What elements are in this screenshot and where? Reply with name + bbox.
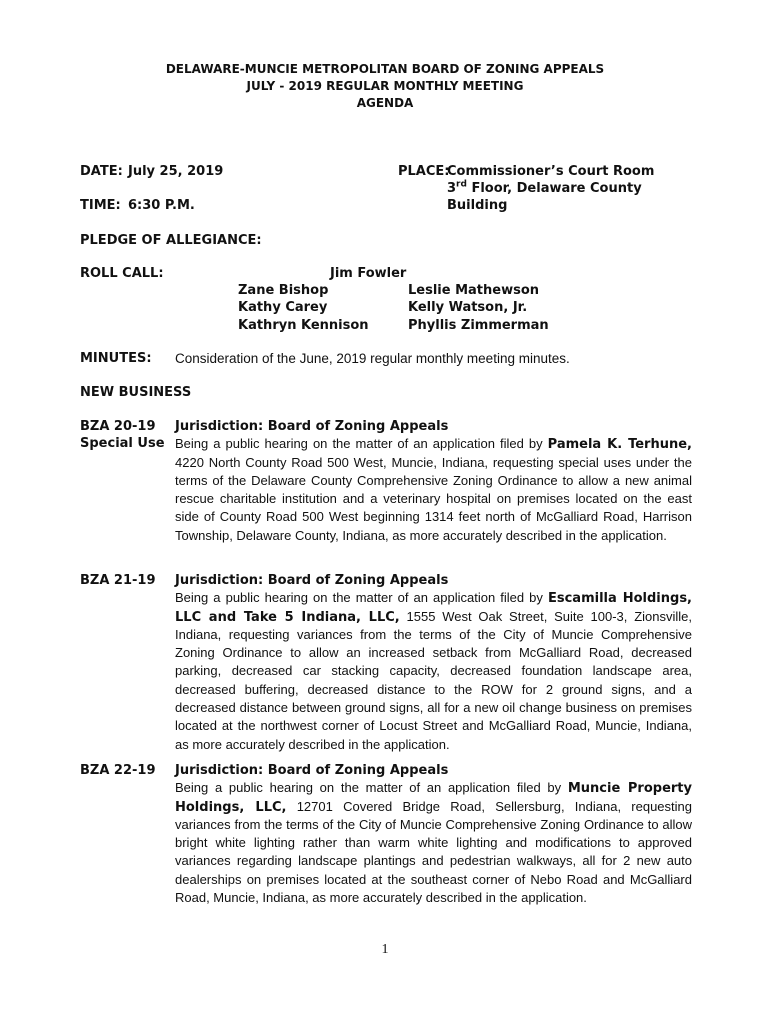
- item-body: Jurisdiction: Board of Zoning Appeals Being a public hearing on the matter of an application filed by Escamilla Holdings, LLC and Take 5 Indiana, LLC, 1555 West Oak Street, Suite 100-3, Zionsville, Indiana, requesting variances from the terms of the City of Muncie Comprehensive Zoning Ordinance to allow an increased setback from McGalliard Road, decreased parking, decreased car stacking capacity, decreased foundation landscape area, decreased buffering, decreased distance to the ROW for 2 ground signs, and a decreased distance between ground signs, all for a new oil change business on premises located at the northwest corner of Locust Street and McGalliard Road, Muncie, Indiana, as more accurately described in the application.: [175, 573, 692, 752]
- roll-member: Phyllis Zimmerman: [408, 318, 549, 333]
- minutes-label: MINUTES:: [80, 351, 152, 366]
- date-label: DATE:: [80, 164, 123, 179]
- item-body: Jurisdiction: Board of Zoning Appeals Being a public hearing on the matter of an application filed by Muncie Property Holdings, LLC, 12701 Covered Bridge Road, Sellersburg, Indiana, requesting variances from the terms of the City of Muncie Comprehensive Zoning Ordinance to allow bright white lighting rather than warm white lighting and modifications to approved variances regarding landscape plantings and pedestrian walkways, all for 2 new auto dealerships on premises located at the southeast corner of Nebo Road and McGalliard Road, Muncie, Indiana, as more accurately described in the application.: [175, 763, 692, 906]
- new-business-heading: NEW BUSINESS: [80, 385, 192, 400]
- case-type: Special Use: [80, 436, 165, 451]
- roll-call-chair: Jim Fowler: [330, 266, 407, 281]
- jurisdiction: Jurisdiction: Board of Zoning Appeals: [175, 763, 449, 778]
- case-number: BZA 20-19: [80, 419, 156, 434]
- place-line2: 3rd Floor, Delaware County: [447, 179, 642, 196]
- agenda-item: [80, 572, 692, 754]
- roll-call-label: ROLL CALL:: [80, 266, 164, 281]
- roll-member: Kathy Carey: [238, 300, 328, 315]
- pledge-heading: PLEDGE OF ALLEGIANCE:: [80, 233, 262, 248]
- case-number: BZA 22-19: [80, 763, 156, 778]
- applicant-name: Muncie Property Holdings, LLC,: [175, 781, 692, 815]
- roll-member: Kelly Watson, Jr.: [408, 300, 528, 315]
- place-line1: Commissioner’s Court Room: [447, 164, 655, 179]
- item-body: Jurisdiction: Board of Zoning Appeals Being a public hearing on the matter of an application filed by Pamela K. Terhune, 4220 North County Road 500 West, Muncie, Indiana, requesting special uses under the terms of the Delaware County Comprehensive Zoning Ordinance to allow a new animal rescue charitable institution and a veterinary hospital on premises located on the east side of County Road 500 West beginning 1314 feet north of McGalliard Road, Harrison Township, Delaware County, Indiana, as more accurately described in the application.: [175, 419, 692, 543]
- roll-member: Leslie Mathewson: [408, 283, 540, 298]
- place-line3: Building: [447, 198, 508, 213]
- date-value: July 25, 2019: [128, 164, 224, 179]
- page-number: 1: [381, 942, 389, 957]
- agenda-item: [80, 762, 692, 907]
- jurisdiction: Jurisdiction: Board of Zoning Appeals: [175, 419, 449, 434]
- jurisdiction: Jurisdiction: Board of Zoning Appeals: [175, 573, 449, 588]
- place-label: PLACE:: [398, 164, 450, 179]
- minutes-text: Consideration of the June, 2019 regular monthly meeting minutes.: [175, 351, 570, 366]
- roll-member: Zane Bishop: [238, 283, 329, 298]
- meeting-title: JULY - 2019 REGULAR MONTHLY MEETING: [246, 79, 524, 93]
- time-label: TIME:: [80, 198, 121, 213]
- applicant-name: Pamela K. Terhune,: [547, 437, 692, 453]
- applicant-name: Escamilla Holdings, LLC and Take 5 Indiana, LLC,: [175, 591, 692, 625]
- agenda-title: AGENDA: [356, 96, 414, 110]
- board-title: DELAWARE-MUNCIE METROPOLITAN BOARD OF ZONING APPEALS: [165, 62, 605, 76]
- case-number: BZA 21-19: [80, 573, 156, 588]
- roll-member: Kathryn Kennison: [238, 318, 369, 333]
- time-value: 6:30 P.M.: [128, 198, 195, 213]
- agenda-item: [80, 418, 692, 545]
